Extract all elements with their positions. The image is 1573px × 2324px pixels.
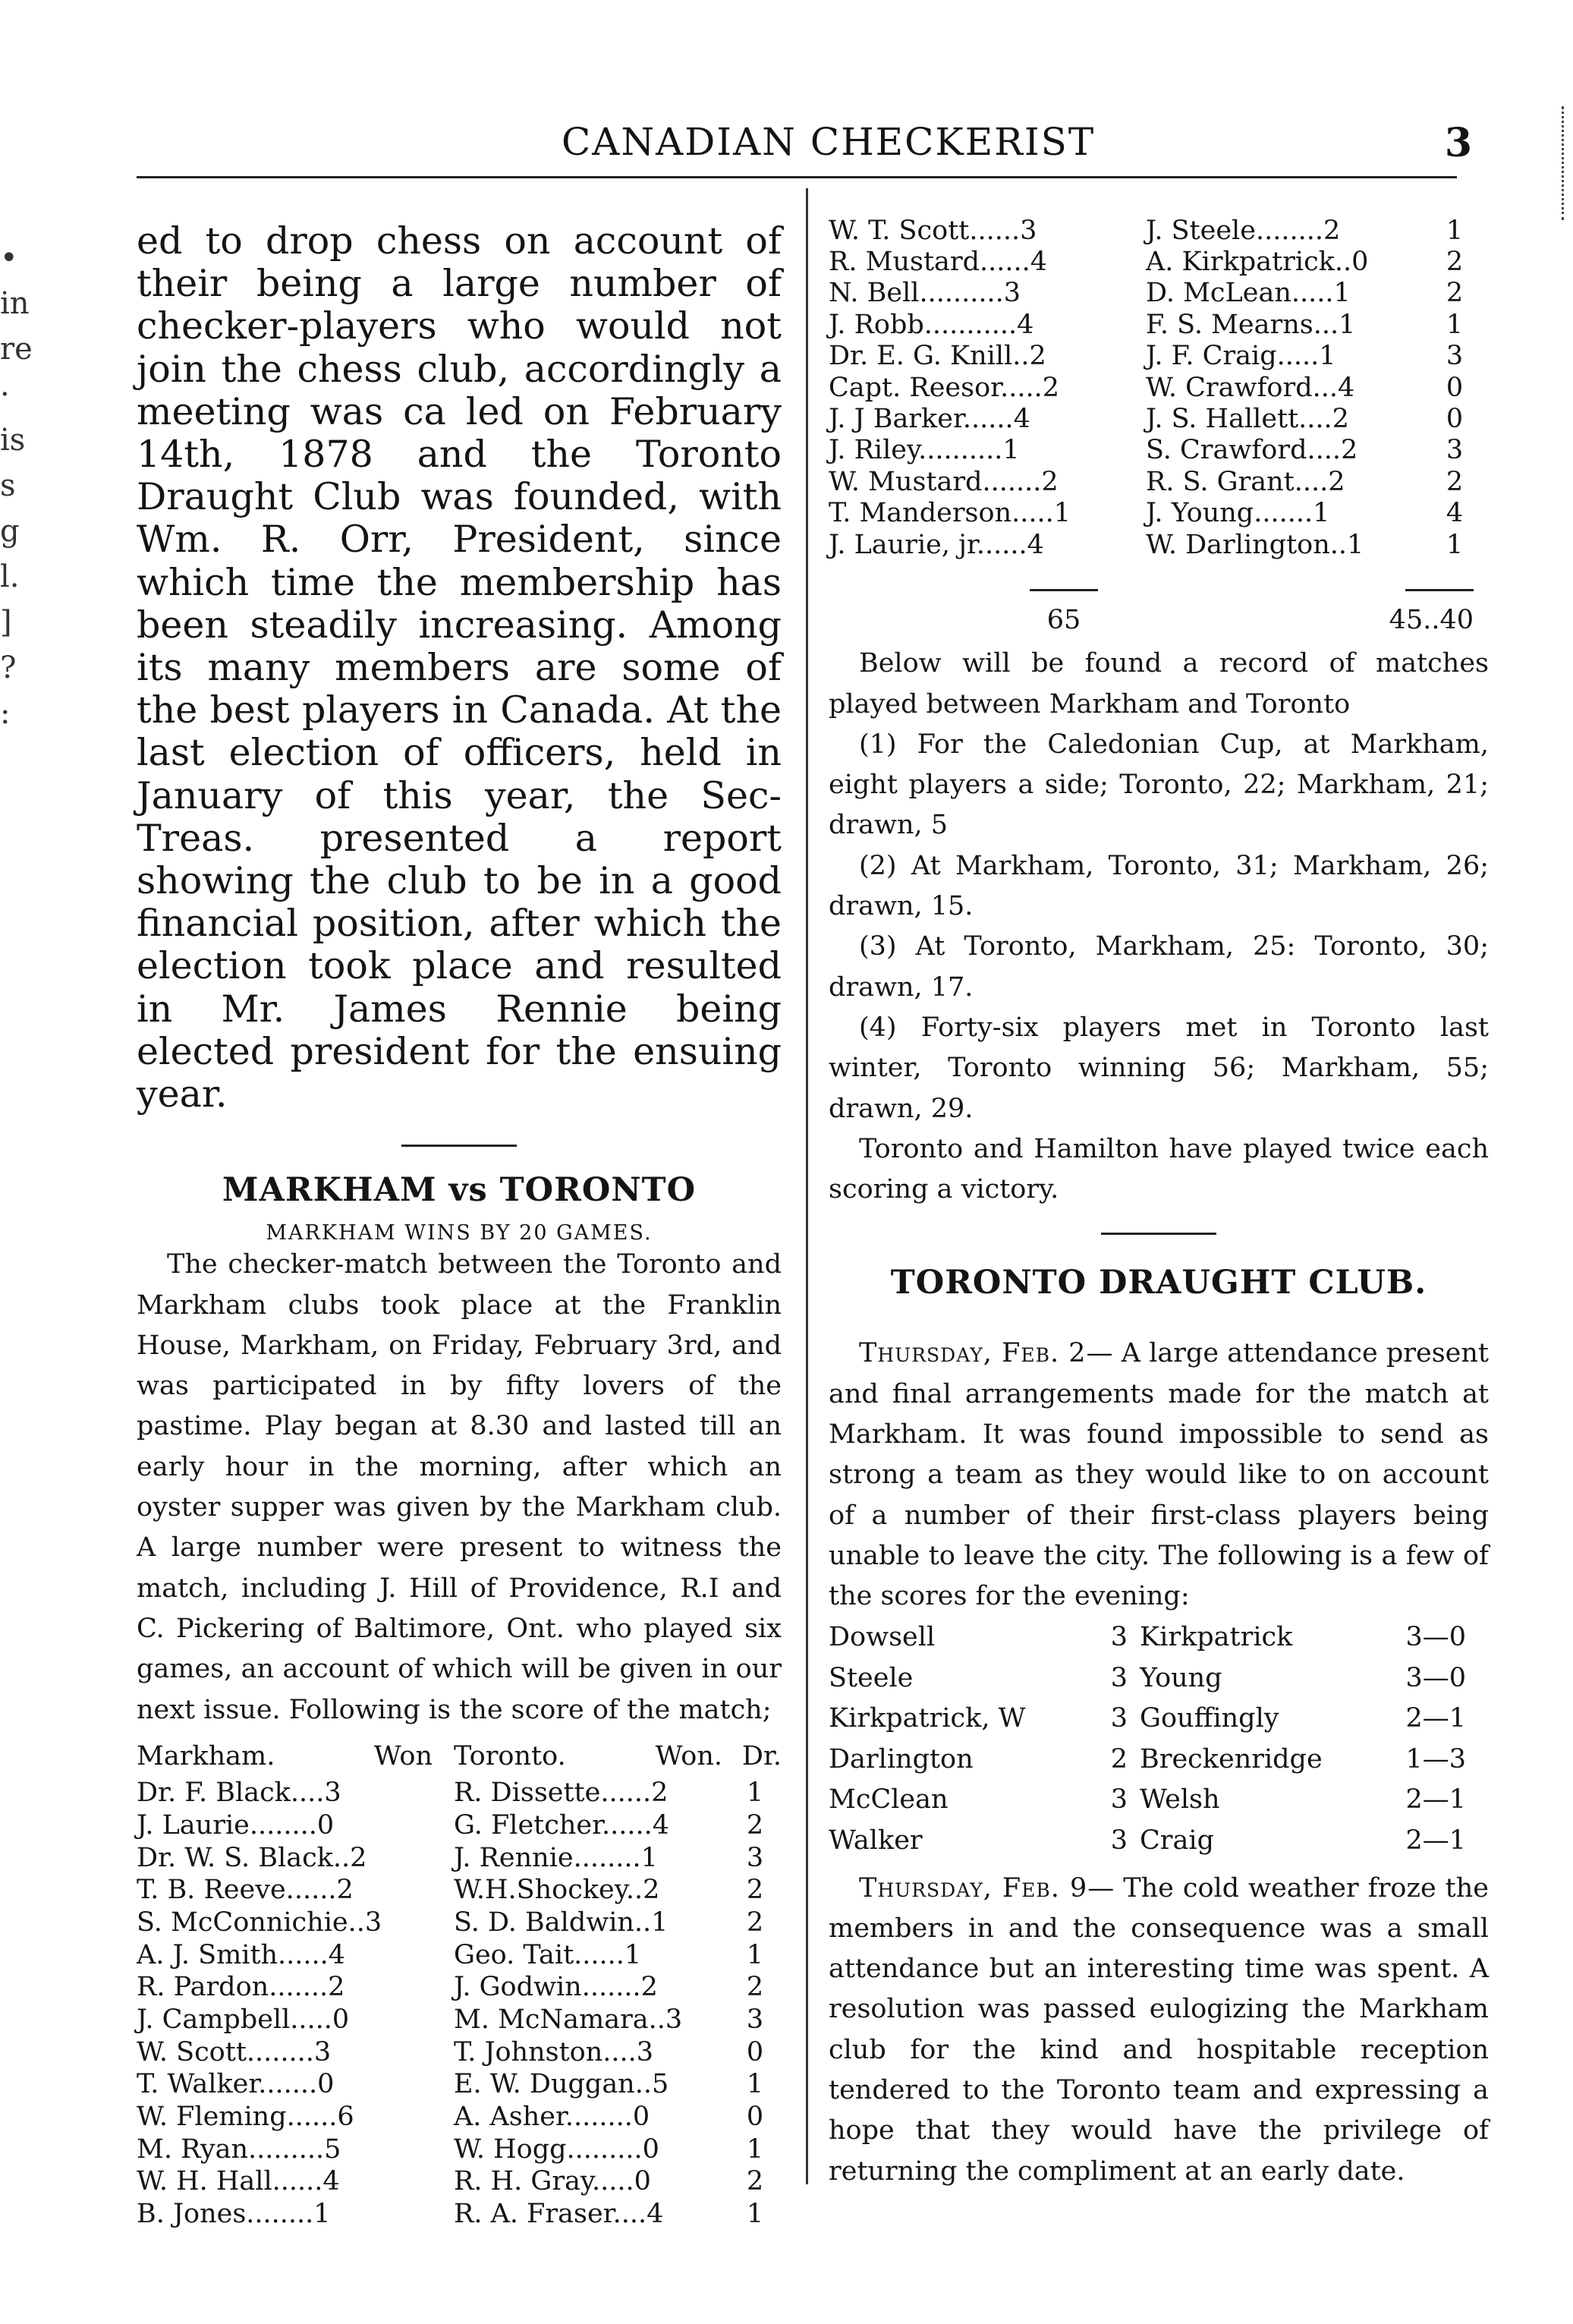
player-name: Darlington [829,1743,974,1774]
table-row [829,246,1489,277]
table-row [829,372,1489,403]
evening-scores-table [829,1617,1466,1861]
toronto-player: J. Godwin.......2 [454,1972,658,2003]
margin-fragment: ] [0,605,12,640]
markham-player: M. Ryan.........5 [137,2133,341,2165]
player-name: Dowsell [829,1622,936,1653]
table-row [829,278,1489,309]
game-result: 2—1 [1405,1784,1466,1815]
total-markham: 65 [1046,605,1081,636]
table-row [137,2036,782,2068]
score-table-header [137,1737,782,1777]
player-name: McClean [829,1784,949,1815]
drawn-count: 0 [746,2036,764,2067]
margin-fragment: in [0,286,30,321]
record-item: (3) At Toronto, Markham, 25: Toronto, 30; drawn, 17. [829,931,1489,1003]
margin-fragment: s [0,468,16,503]
markham-player: R. Pardon.......2 [137,1972,345,2003]
header-won: Won [373,1741,433,1772]
drawn-count: 1 [746,1778,764,1809]
drawn-count: 1 [1446,309,1464,340]
toronto-player: S. Crawford....2 [1146,435,1358,466]
markham-player: W. Fleming......6 [137,2102,354,2133]
player-score: 3 [1110,1622,1128,1653]
markham-player: T. Manderson.....1 [829,498,1071,529]
drawn-count: 2 [746,1972,764,2003]
markham-player: B. Jones........1 [137,2199,331,2230]
margin-fragment: l. [0,559,20,594]
drawn-count: 1 [746,1939,764,1970]
markham-player: T. Walker.......0 [137,2069,335,2100]
markham-player: J. Robb...........4 [829,309,1034,340]
column-divider [806,188,808,2184]
markham-player: J. Riley..........1 [829,435,1020,466]
right-column [829,215,1489,2192]
running-title: CANADIAN CHECKERIST [562,120,1096,164]
left-column [137,220,782,2230]
drawn-count: 3 [1446,341,1464,372]
match-score-table [137,1737,782,2231]
margin-fragment: is [0,423,26,458]
player-name: Walker [829,1825,923,1856]
markham-player: R. Mustard......4 [829,247,1048,278]
drawn-count: 3 [746,2004,764,2035]
toronto-player: J. Young.......1 [1146,498,1330,529]
table-row [829,341,1489,372]
drawn-count: 2 [746,1875,764,1906]
drawn-count: 0 [1446,404,1464,435]
toronto-player: A. Kirkpatrick..0 [1146,247,1369,278]
table-row [829,1699,1466,1740]
totals-rule [1405,589,1474,591]
table-row [829,1780,1466,1821]
markham-player: J. Laurie........0 [137,1809,335,1841]
table-row [137,1841,782,1874]
markham-player: W. Mustard.......2 [829,466,1059,497]
drawn-count: 1 [746,2199,764,2230]
toronto-player: S. D. Baldwin..1 [454,1907,669,1938]
table-row [829,1820,1466,1861]
drawn-count: 2 [1446,247,1464,278]
entry-feb-9 [829,1869,1489,2192]
player-name: Steele [829,1662,914,1693]
table-row [137,1809,782,1842]
player-score: 3 [1110,1662,1128,1693]
entry-feb-2 [829,1334,1489,1617]
toronto-player: J. S. Hallett....2 [1146,404,1349,435]
markham-player: S. McConnichie..3 [137,1907,382,1938]
table-row [137,2068,782,2101]
markham-player: A. J. Smith......4 [137,1939,346,1970]
opponent-name: Kirkpatrick [1140,1622,1293,1653]
record-item: (2) At Markham, Toronto, 31; Markham, 26; drawn, 15. [829,850,1489,922]
page-number: 3 [1444,120,1472,166]
section-rule [401,1145,517,1147]
toronto-player: R. A. Fraser....4 [454,2199,664,2230]
record-item: (4) Forty-six players met in Toronto last winter, Toronto winning 56; Markham, 55; drawn, 29. [829,1012,1489,1124]
header-toronto: Toronto. [454,1741,566,1772]
toronto-draught-club-heading: TORONTO DRAUGHT CLUB. [890,1264,1427,1302]
drawn-count: 3 [1446,435,1464,466]
table-row [829,215,1489,246]
drawn-count: 2 [746,1809,764,1841]
toronto-player: E. W. Duggan..5 [454,2069,669,2100]
markham-player: J. Laurie, jr......4 [829,529,1044,560]
opponent-name: Craig [1140,1825,1214,1856]
markham-player: Dr. E. G. Knill..2 [829,341,1046,372]
player-score: 3 [1110,1784,1128,1815]
drawn-count: 2 [746,2166,764,2197]
table-row [137,2165,782,2198]
header-drawn: Dr. [741,1741,782,1772]
player-score: 3 [1110,1703,1128,1734]
intro-paragraph: ed to drop chess on account of their being a large number of checker-players who would not join the chess club, accordingly a meeting was ca led on February 14th, 1878 and the Toronto Draught Club was founded, with Wm. R. Orr, President, since which time the membership has been steadily increasing. Among its many members are some of the best players in Canada. At the last election of officers, held in January of this year, the Sec-Treas. presented a report showing the club to be in a good financial position, after which the election took place and resulted in Mr. James Rennie being elected president for the ensuing year. [137,219,782,1116]
left-margin-fragments [0,235,33,736]
game-result: 2—1 [1405,1825,1466,1856]
table-row [829,1739,1466,1780]
match-report-paragraph: The checker-match between the Toronto and Markham clubs took place at the Franklin House, Markham, on Friday, February 3rd, and was participated in by fifty lovers of the pastime. Play began at 8.30 and lasted till an early hour in the morning, after which an oyster supper was given by the Markham club. A large number were present to witness the match, including J. Hill of Providence, R.I and C. Pickering of Baltimore, Ont. who played six games, an account of which will be given in our next issue. Following is the score of the match; [137,1249,782,1725]
record-item: (1) For the Caledonian Cup, at Markham, eight players a side; Toronto, 22; Markham, 21; drawn, 5 [829,729,1489,841]
player-score: 3 [1110,1825,1128,1856]
toronto-player: W. Hogg.........0 [454,2133,659,2165]
game-result: 2—1 [1405,1703,1466,1734]
toronto-player: F. S. Mearns...1 [1146,309,1356,340]
entry-text: — A large attendance present and final arrangements made for the match at Markham. It was found impossible to send as strong a team as they would like to on account of a number of their first-class players being unable to leave the city. The following is a few of the scores for the evening: [829,1338,1489,1612]
markham-player: W. Scott........3 [137,2036,332,2067]
entry-date: Thursday, Feb. 9 [859,1872,1088,1904]
margin-fragment: re [0,332,33,367]
toronto-player: R. H. Gray.....0 [454,2166,651,2197]
header-won-toronto: Won. [655,1741,722,1772]
drawn-count: 1 [746,2069,764,2100]
toronto-player: G. Fletcher......4 [454,1809,669,1841]
toronto-player: R. S. Grant....2 [1146,466,1345,497]
drawn-count: 2 [1446,278,1464,309]
toronto-player: T. Johnston....3 [454,2036,654,2067]
markham-player: Dr. W. S. Black..2 [137,1842,367,1873]
opponent-name: Young [1140,1662,1222,1693]
header-markham: Markham. [137,1741,275,1772]
table-row [137,1907,782,1939]
table-row [829,529,1489,560]
table-row [829,403,1489,434]
table-row [137,1971,782,2004]
table-row [829,498,1489,529]
drawn-count: 1 [1446,215,1464,246]
drawn-count: 0 [1446,372,1464,403]
player-name: Kirkpatrick, W [829,1703,1026,1734]
drawn-count: 3 [746,1842,764,1873]
drawn-count: 0 [746,2102,764,2133]
game-result: 3—0 [1405,1622,1466,1653]
opponent-name: Gouffingly [1140,1703,1279,1734]
toronto-player: J. F. Craig.....1 [1146,341,1336,372]
markham-player: J. Campbell.....0 [137,2004,350,2035]
markham-player: N. Bell..........3 [829,278,1021,309]
table-row [137,2133,782,2165]
player-score: 2 [1110,1743,1128,1774]
toronto-player: D. McLean.....1 [1146,278,1351,309]
table-row [137,2004,782,2036]
match-score-table-continued [829,215,1489,560]
toronto-player: R. Dissette......2 [454,1778,669,1809]
drawn-count: 2 [746,1907,764,1938]
markham-player: Dr. F. Black....3 [137,1778,341,1809]
page-header [137,120,1472,173]
toronto-player: W.H.Shockey..2 [454,1875,660,1906]
table-row [137,1777,782,1809]
toronto-player: A. Asher........0 [454,2102,650,2133]
totals-rule [1030,589,1098,591]
margin-fragment: g [0,514,20,549]
table-row [137,2198,782,2231]
markham-player: Capt. Reesor.....2 [829,372,1059,403]
right-edge-dots [1562,106,1564,220]
toronto-player: W. Darlington..1 [1146,529,1364,560]
records-intro: Below will be found a record of matches played between Markham and Toronto [829,648,1489,720]
game-result: 3—0 [1405,1662,1466,1693]
markham-vs-toronto-subheading: MARKHAM WINS BY 20 GAMES. [266,1221,653,1245]
toronto-player: Geo. Tait......1 [454,1939,642,1970]
game-result: 1—3 [1405,1743,1466,1774]
margin-fragment: : [0,696,11,731]
header-rule [137,176,1457,178]
toronto-player: W. Crawford...4 [1146,372,1355,403]
drawn-count: 4 [1446,498,1464,529]
table-row [137,1938,782,1971]
toronto-player: J. Rennie........1 [454,1842,658,1873]
records-closing: Toronto and Hamilton have played twice each scoring a victory. [829,1133,1489,1205]
table-row [829,309,1489,340]
markham-player: W. H. Hall......4 [137,2166,340,2197]
table-row [829,466,1489,497]
totals-block [829,568,1489,642]
table-row [137,1874,782,1907]
markham-vs-toronto-heading: MARKHAM vs TORONTO [222,1171,697,1210]
margin-fragment: • [0,241,18,276]
table-row [829,1658,1466,1699]
entry-date: Thursday, Feb. 2 [859,1338,1087,1369]
margin-fragment: · [0,377,10,412]
total-toronto: 45..40 [1389,605,1474,636]
table-row [829,1617,1466,1658]
drawn-count: 1 [746,2133,764,2165]
markham-player: T. B. Reeve......2 [137,1875,354,1906]
section-rule [1101,1233,1216,1235]
markham-player: J. J Barker......4 [829,404,1030,435]
opponent-name: Welsh [1140,1784,1220,1815]
entry-text: — The cold weather froze the members in and the consequence was a small attendance but an interesting time was spent. A resolution was passed eulogizing the Markham club for the kind and hospitable reception tendered to the Toronto team and expressing a hope that they would have the privilege of returning the compliment at an early date. [829,1872,1489,2187]
drawn-count: 1 [1446,529,1464,560]
toronto-player: J. Steele........2 [1146,215,1341,246]
opponent-name: Breckenridge [1140,1743,1323,1774]
drawn-count: 2 [1446,466,1464,497]
table-row [137,2101,782,2133]
table-row [829,435,1489,466]
margin-fragment: ? [0,650,17,685]
toronto-player: M. McNamara..3 [454,2004,683,2035]
markham-player: W. T. Scott......3 [829,215,1037,246]
